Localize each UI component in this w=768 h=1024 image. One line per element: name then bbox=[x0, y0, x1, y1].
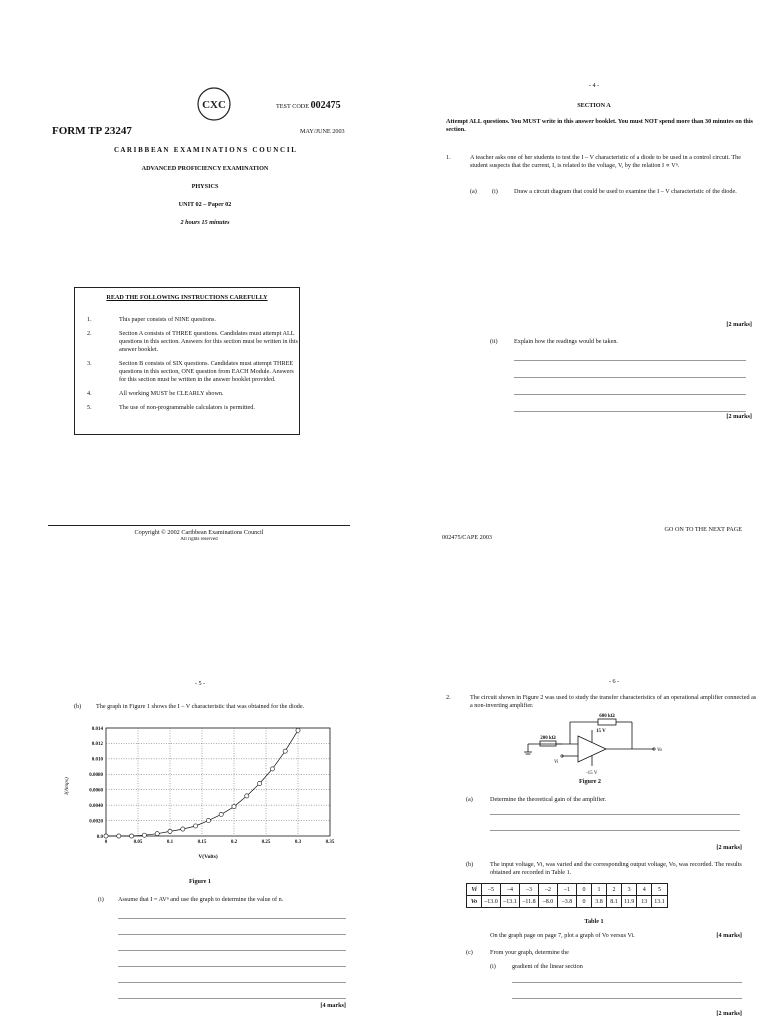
answer-line bbox=[118, 982, 346, 983]
x-tick-label: 0.15 bbox=[197, 840, 207, 845]
cover-page bbox=[0, 0, 384, 541]
qc-i-label: (i) bbox=[490, 963, 496, 970]
answer-line bbox=[514, 394, 746, 395]
y-tick-label: 0.0040 bbox=[89, 803, 103, 809]
data-point bbox=[296, 728, 300, 732]
data-point bbox=[104, 834, 108, 838]
feedback-resistor-label: 600 kΩ bbox=[599, 714, 615, 719]
qa-text: Determine the theoretical gain of the amplifier. bbox=[490, 796, 607, 803]
y-tick-label: 0.0 bbox=[96, 834, 103, 840]
table-cell: 3 bbox=[622, 884, 637, 896]
q1a-i-label: (i) bbox=[492, 188, 498, 195]
page-5 bbox=[0, 560, 384, 1024]
exam-title: ADVANCED PROFICIENCY EXAMINATION bbox=[141, 165, 269, 172]
qb-text: The graph in Figure 1 shows the I – V characteristic that was obtained for the diode. bbox=[96, 703, 305, 710]
table-cell: –3 bbox=[520, 884, 539, 896]
iv-characteristic-chart bbox=[60, 720, 350, 860]
table-row bbox=[467, 884, 668, 896]
answer-line bbox=[118, 966, 346, 967]
x-tick-label: 0.3 bbox=[294, 840, 302, 845]
figure-caption: Figure 2 bbox=[578, 778, 602, 785]
marks: [2 marks] bbox=[726, 321, 752, 328]
q1a-i-text: Draw a circuit diagram that could be used to examine the I – V characteristic of the diode. bbox=[514, 188, 737, 195]
input-voltage-label: Vi bbox=[554, 760, 559, 765]
table-cell: –2 bbox=[539, 884, 558, 896]
instruction-item: 1. This paper consists of NINE questions. bbox=[87, 316, 216, 323]
table-cell: –11.8 bbox=[520, 896, 539, 908]
table-cell: –8.0 bbox=[539, 896, 558, 908]
table-cell: –13.1 bbox=[501, 896, 520, 908]
negative-supply-label: -15 V bbox=[586, 771, 598, 776]
page-4 bbox=[384, 0, 768, 560]
qb-label: (b) bbox=[466, 861, 474, 868]
op-amp-circuit bbox=[514, 708, 684, 778]
q1a-ii-text: Explain how the readings would be taken. bbox=[514, 338, 618, 345]
page-number: - 5 - bbox=[194, 680, 206, 687]
x-tick-label: 0.25 bbox=[261, 840, 271, 845]
data-point bbox=[194, 824, 198, 828]
answer-line bbox=[118, 950, 346, 951]
answer-line bbox=[118, 918, 346, 919]
table-cell: Vo bbox=[467, 896, 482, 908]
table-cell: –4 bbox=[501, 884, 520, 896]
table-cell: 4 bbox=[637, 884, 652, 896]
table-cell: 0 bbox=[577, 884, 592, 896]
y-tick-label: 0.014 bbox=[91, 726, 103, 732]
table-cell: 2 bbox=[607, 884, 622, 896]
section-title: SECTION A bbox=[577, 102, 611, 109]
data-point bbox=[258, 781, 262, 785]
data-point bbox=[219, 812, 223, 816]
results-table bbox=[466, 883, 668, 908]
y-tick-label: 0.0060 bbox=[89, 788, 103, 794]
subject-title: PHYSICS bbox=[191, 183, 219, 190]
y-tick-label: 0.010 bbox=[91, 757, 103, 763]
council-name: C A R I B B E A N E X A M I N A T I O N S C O U N C I L bbox=[114, 146, 296, 154]
data-point bbox=[232, 805, 236, 809]
cxc-logo-icon bbox=[196, 86, 232, 122]
marks: [2 marks] bbox=[716, 1010, 742, 1017]
page-6 bbox=[384, 560, 768, 1024]
table-cell: –1 bbox=[558, 884, 577, 896]
page-number: - 6 - bbox=[608, 678, 620, 685]
q1-number: 1. bbox=[446, 154, 451, 161]
data-point bbox=[181, 827, 185, 831]
answer-line bbox=[490, 830, 740, 831]
table-cell: –3.8 bbox=[558, 896, 577, 908]
table-cell: 1 bbox=[592, 884, 607, 896]
table-row bbox=[467, 896, 668, 908]
q1-text: A teacher asks one of her students to test the I – V characteristic of a diode to be used in a control circuit. The student suspects that the current, I, is related to the voltage, V, by the relation I ∝ Vⁿ. bbox=[470, 154, 741, 169]
data-point bbox=[130, 834, 134, 838]
plot-frame bbox=[106, 728, 330, 836]
positive-supply-label: 15 V bbox=[596, 729, 606, 734]
qb-label: (b) bbox=[74, 703, 82, 710]
qi-text: Assume that I = AVⁿ and use the graph to determine the value of n. bbox=[118, 896, 284, 903]
table-cell: –5 bbox=[482, 884, 501, 896]
answer-line bbox=[490, 814, 740, 815]
duration: 2 hours 15 minutes bbox=[180, 219, 230, 226]
table-cell: 3.8 bbox=[592, 896, 607, 908]
qb-text: The input voltage, Vi, was varied and the corresponding output voltage, Vo, was recorded. The results obtained are recorded in Table 1. bbox=[490, 861, 742, 876]
table-cell: 13.1 bbox=[652, 896, 668, 908]
instruction-item: 2. Section A consists of THREE questions. Candidates must attempt ALL questions in this section. Answers for this section must be written in this answer booklet. bbox=[87, 330, 298, 353]
table-cell: 13 bbox=[637, 896, 652, 908]
table-cell: 8.1 bbox=[607, 896, 622, 908]
test-code: TEST CODE 002475 bbox=[276, 100, 341, 111]
table-cell: 0 bbox=[577, 896, 592, 908]
marks: [4 marks] bbox=[320, 1002, 346, 1009]
q2-number: 2. bbox=[446, 694, 451, 701]
answer-line bbox=[514, 360, 746, 361]
section-instruction: Attempt ALL questions. You MUST write in this answer booklet. You must NOT spend more than 30 minutes on this section. bbox=[446, 118, 753, 133]
qa-label: (a) bbox=[466, 796, 473, 803]
footer-rule bbox=[48, 525, 350, 526]
plot-instruction: On the graph page on page 7, plot a graph of Vo versus Vi. bbox=[490, 932, 635, 939]
data-point bbox=[117, 834, 121, 838]
data-point bbox=[142, 833, 146, 837]
qc-label: (c) bbox=[466, 949, 473, 956]
table-cell: 11.9 bbox=[622, 896, 637, 908]
data-point bbox=[168, 829, 172, 833]
rights-notice: All rights reserved bbox=[180, 537, 218, 541]
x-axis-label: V(Volts) bbox=[198, 854, 218, 860]
answer-line bbox=[514, 411, 746, 412]
page-number: - 4 - bbox=[588, 82, 600, 89]
y-tick-label: 0.0080 bbox=[89, 773, 103, 779]
answer-line bbox=[512, 998, 742, 999]
qc-i-text: gradient of the linear section bbox=[512, 963, 583, 970]
footer-next: GO ON TO THE NEXT PAGE bbox=[664, 526, 742, 533]
x-tick-label: 0.05 bbox=[133, 840, 143, 845]
qi-label: (i) bbox=[98, 896, 104, 903]
marks: [4 marks] bbox=[716, 932, 742, 939]
table-caption: Table 1 bbox=[584, 918, 604, 925]
instructions-box bbox=[74, 287, 300, 435]
qc-text: From your graph, determine the bbox=[490, 949, 569, 956]
figure-caption: Figure 1 bbox=[188, 878, 212, 885]
table-cell: Vi bbox=[467, 884, 482, 896]
answer-line bbox=[512, 982, 742, 983]
marks: [2 marks] bbox=[716, 844, 742, 851]
instruction-item: 5. The use of non-programmable calculators is permitted. bbox=[87, 404, 255, 411]
answer-line bbox=[514, 377, 746, 378]
answer-line bbox=[118, 934, 346, 935]
input-resistor-label: 200 kΩ bbox=[540, 736, 556, 741]
q1a-label: (a) bbox=[470, 188, 477, 195]
y-axis-label: I(Amps) bbox=[64, 777, 70, 795]
table-cell: 5 bbox=[652, 884, 668, 896]
instructions-list bbox=[75, 316, 299, 418]
table-cell: –13.0 bbox=[482, 896, 501, 908]
y-tick-label: 0.012 bbox=[91, 742, 103, 748]
q2-text: The circuit shown in Figure 2 was used to study the transfer characteristics of an operational amplifier connected as a non-inverting amplifier. bbox=[470, 694, 757, 709]
data-point bbox=[283, 749, 287, 753]
marks: [2 marks] bbox=[726, 413, 752, 420]
footer-code: 002475/CAPE 2003 bbox=[442, 534, 493, 541]
y-tick-label: 0.0020 bbox=[89, 819, 103, 825]
data-point bbox=[206, 818, 210, 822]
paper-title: UNIT 02 – Paper 02 bbox=[178, 201, 232, 208]
data-point bbox=[270, 767, 274, 771]
copyright: Copyright © 2002 Caribbean Examinations Council bbox=[134, 529, 264, 536]
x-tick-label: 0.1 bbox=[166, 840, 174, 845]
data-point bbox=[155, 832, 159, 836]
answer-line bbox=[118, 998, 346, 999]
q1a-ii-label: (ii) bbox=[490, 338, 498, 345]
instruction-item: 4. All working MUST be CLEARLY shown. bbox=[87, 390, 224, 397]
x-tick-label: 0 bbox=[104, 840, 108, 845]
svg-text:CXC: CXC bbox=[202, 99, 226, 111]
instructions-title: READ THE FOLLOWING INSTRUCTIONS CAREFULLY bbox=[106, 294, 268, 301]
form-number: FORM TP 23247 bbox=[52, 125, 132, 137]
exam-session: MAY/JUNE 2003 bbox=[300, 128, 345, 135]
output-voltage-label: Vo bbox=[657, 748, 662, 753]
x-tick-label: 0.2 bbox=[230, 840, 238, 845]
data-point bbox=[245, 794, 249, 798]
x-tick-label: 0.35 bbox=[325, 840, 335, 845]
instruction-item: 3. Section B consists of SIX questions. Candidates must attempt THREE questions in this section, ONE question from EACH Module. Answers for this section must be written in the answer booklet provided. bbox=[87, 360, 294, 383]
